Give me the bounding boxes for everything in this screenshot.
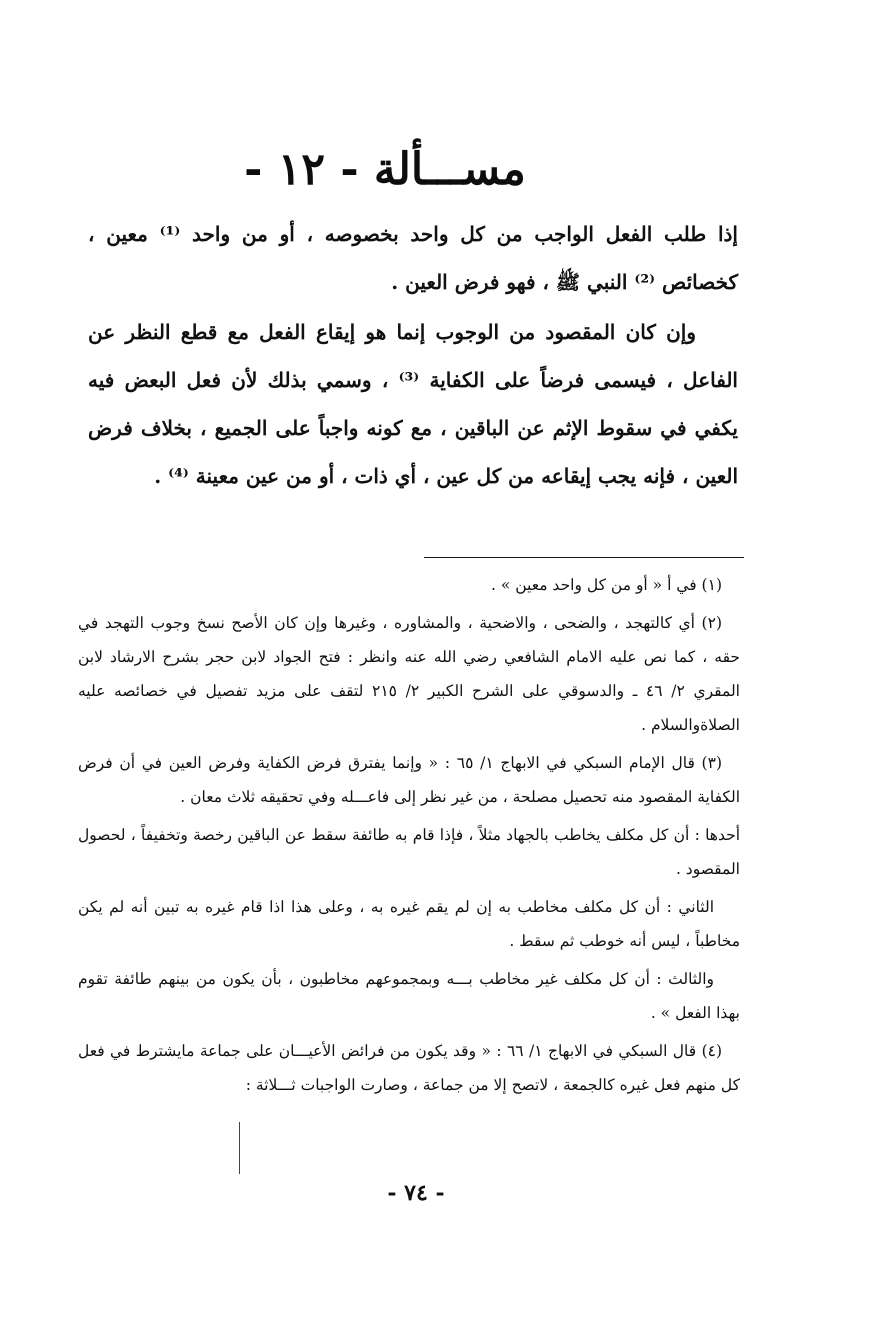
- page-number: - ٧٤ -: [387, 1180, 445, 1206]
- footnote-separator: [424, 557, 744, 558]
- footnote-3-second-meaning: الثاني : أن كل مكلف مخاطب به إن لم يقم غيره به ، وعلى هذا اذا قام غيره به تبين أنه لم يكن مخاطباً ، ليس أنه خوطب ثم سقط .: [78, 898, 740, 950]
- footnote-2: (٢) أي كالتهجد ، والضحى ، والاضحية ، والمشاوره ، وغيرها وإن كان الأصح نسخ وجوب التهجد في حقه ، كما نص عليه الامام الشافعي رضي الله عنه وانظر : فتح الجواد لابن حجر بشرح الارشاد لابن المقري ٢/ ٤٦ ـ والدسوقي على الشرح الكبير ٢/ ٢١٥ لتقف على مزيد تفصيل في خصائصه عليه الصلاةوالسلام .: [78, 614, 740, 734]
- section-heading: مســـألة - ١٢ -: [244, 144, 526, 195]
- footnote-1: (١) في أ « أو من كل واحد معين » .: [490, 576, 722, 594]
- footnote-3: (٣) قال الإمام السبكي في الابهاج ١/ ٦٥ : « وإنما يفترق فرض الكفاية وفرض العين في أن فرض الكفاية المقصود منه تحصيل مصلحة ، من غير نظر إلى فاعـــله وفي تحقيقه ثلاث معان .: [78, 754, 740, 806]
- margin-pen-stroke: [239, 1122, 240, 1174]
- body-paragraph-fard-al-kifaya: وإن كان المقصود من الوجوب إنما هو إيقاع الفعل مع قطع النظر عن الفاعل ، فيسمى فرضاً على الكفاية ⁽³⁾ ، وسمي بذلك لأن فعل البعض فيه يكفي في سقوط الإثم عن الباقين ، مع كونه واجباً على الجميع ، بخلاف فرض العين ، فإنه يجب إيقاعه من كل عين ، أي ذات ، أو من عين معينة ⁽⁴⁾ .: [88, 320, 738, 488]
- footnote-3-first-meaning: أحدها : أن كل مكلف يخاطب بالجهاد مثلاً ، فإذا قام به طائفة سقط عن الباقين رخصة وتخفيفاً ، لحصول المقصود .: [78, 826, 740, 878]
- body-paragraph-fard-al-ayn: إذا طلب الفعل الواجب من كل واحد بخصوصه ، أو من واحد ⁽¹⁾ معين ، كخصائص ⁽²⁾ النبي ﷺ ، فهو فرض العين .: [88, 222, 738, 294]
- main-body-text: [88, 210, 738, 500]
- footnote-3-third-meaning: والثالث : أن كل مكلف غير مخاطب بـــه وبمجموعهم مخاطبون ، بأن يكون من بينهم طائفة تقوم بهذا الفعل » .: [78, 970, 740, 1022]
- footnote-4: (٤) قال السبكي في الابهاج ١/ ٦٦ : « وقد يكون من فرائض الأعيـــان على جماعة مايشترط في فعل كل منهم فعل غيره كالجمعة ، لاتصح إلا من جماعة ، وصارت الواجبات ثـــلاثة :: [78, 1042, 740, 1094]
- footnotes-section: [78, 568, 740, 1102]
